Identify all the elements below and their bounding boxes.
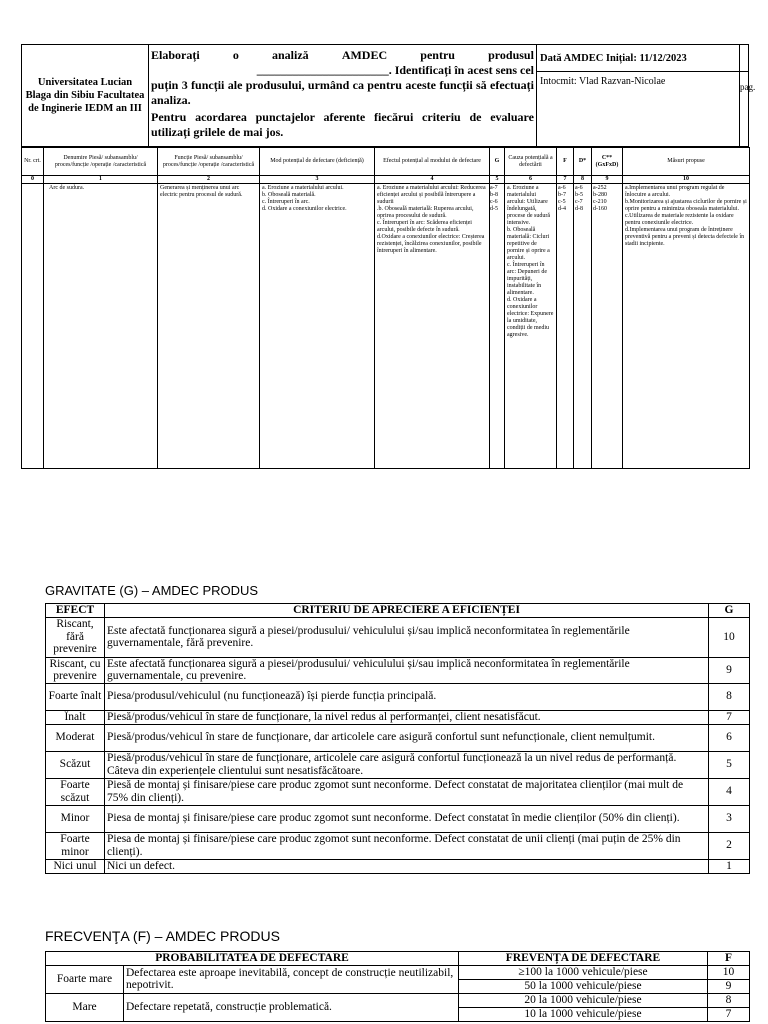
col-header-criteriu: CRITERIU DE APRECIERE A EFICIENȚEI <box>105 604 709 618</box>
gravitate-criteriu-cell: Nici un defect. <box>105 859 709 873</box>
gravitate-efect-cell: Riscant, fără prevenire <box>46 617 105 657</box>
gravitate-row <box>46 710 750 724</box>
column-number: 1 <box>44 176 158 184</box>
frecventa-f-cell: 7 <box>708 1007 750 1021</box>
frecventa-freq-cell: 10 la 1000 vehicule/piese <box>459 1007 708 1021</box>
frecventa-freq-cell: ≥100 la 1000 vehicule/piese <box>459 965 708 979</box>
column-number: 7 <box>557 176 574 184</box>
column-number: 3 <box>260 176 375 184</box>
gravitate-g-cell: 3 <box>709 805 750 832</box>
gravitate-header-row <box>46 604 750 618</box>
gravitate-row <box>46 805 750 832</box>
frecventa-row <box>46 993 750 1007</box>
col-header-functie: Funcție Piesă/ subansamblu/ proces/funcție /operație /caracteristică <box>158 148 260 176</box>
gravitate-g-cell: 10 <box>709 617 750 657</box>
amdec-header-row <box>22 148 750 176</box>
column-number-row <box>22 176 750 184</box>
task-statement <box>149 45 537 146</box>
page-cell <box>740 45 756 146</box>
gravitate-criteriu-cell: Piesa de montaj și finisare/piese care produc zgomot sunt neconforme. Defect constatat în medie clienților (50% din clienți). <box>105 805 709 832</box>
gravitate-efect-cell: Scăzut <box>46 751 105 778</box>
amdec-data-row <box>22 184 750 469</box>
task-line-1 <box>151 48 534 63</box>
cell-denumire: Arc de sudura. <box>44 184 158 469</box>
gravitate-g-cell: 7 <box>709 710 750 724</box>
frecventa-label-cell: Foarte mare <box>46 965 124 993</box>
gravitate-criteriu-cell: Piesă/produs/vehicul în stare de funcționare, articolele care asigură confortul funcționează la un nivel redus de performanță. Câteva din experiențele clientului sunt nesatisfăcătoare. <box>105 751 709 778</box>
gravitate-efect-cell: Moderat <box>46 724 105 751</box>
gravitate-efect-cell: Riscant, cu prevenire <box>46 657 105 683</box>
gravitate-efect-cell: Foarte scăzut <box>46 778 105 805</box>
gravitate-criteriu-cell: Piesă/produs/vehicul în stare de funcționare, dar articolele care asigură confortul sunt nefuncționale, client nemulțumit. <box>105 724 709 751</box>
column-number: 5 <box>490 176 505 184</box>
column-number: 2 <box>158 176 260 184</box>
gravitate-efect-cell: Nici unul <box>46 859 105 873</box>
col-header-g: G <box>490 148 505 176</box>
col-header-efect: Efectul potențial al modului de defectare <box>375 148 490 176</box>
university-name <box>22 45 149 146</box>
gravitate-g-cell: 8 <box>709 683 750 710</box>
column-number: 0 <box>22 176 44 184</box>
gravitate-title: GRAVITATE (G) – AMDEC PRODUS <box>45 583 259 598</box>
gravitate-row <box>46 832 750 859</box>
col-header-f: F <box>557 148 574 176</box>
frecventa-desc-cell: Defectarea este aproape inevitabilă, concept de construcție neutilizabil, nepotrivit. <box>124 965 459 993</box>
task-word: analiză <box>271 48 309 62</box>
document-header <box>21 44 756 147</box>
column-number: 6 <box>505 176 557 184</box>
gravitate-row <box>46 778 750 805</box>
frecventa-desc-cell: Defectare repetată, construcție problematică. <box>124 993 459 1021</box>
gravitate-table <box>45 603 750 874</box>
university-text: Universitatea Lucian Blaga din Sibiu Facultatea de Inginerie IEDM an III <box>25 77 145 114</box>
frecventa-label-cell: Mare <box>46 993 124 1021</box>
gravitate-row <box>46 617 750 657</box>
cell-c: a-252 b-280 c-210 d-160 <box>592 184 623 469</box>
frecventa-header-row <box>46 952 750 966</box>
cell-cauza: a. Eroziune a materialului arcului: Utilizare îndelungată, procese de sudură intensive. b. Oboseală materială: Cicluri repetitive de pornire și oprire a arcului. c. Întreruperi în arc: Depuneri de impurități, instabilitate în alimentare. d. Oxidare a conexiunilor electrice: Expunere la umiditate, condiții de mediu agresive. <box>505 184 557 469</box>
gravitate-criteriu-cell: Piesă/produs/vehicul în stare de funcționare, la nivel redus al performanței, client nesatisfăcut. <box>105 710 709 724</box>
page-label: pag. <box>740 82 756 92</box>
col-header-nr: Nr. crt. <box>22 148 44 176</box>
frecventa-freq-cell: 20 la 1000 vehicule/piese <box>459 993 708 1007</box>
cell-mod: a. Eroziune a materialului arcului. b. Oboseală materială. c. Întreruperi în arc. d. Oxidare a conexiunilor electrice. <box>260 184 375 469</box>
column-number: 10 <box>623 176 750 184</box>
col-header-cauza: Cauza potențială a defectării <box>505 148 557 176</box>
task-word: produsul <box>488 48 534 62</box>
amdec-date: Dată AMDEC Inițial: 11/12/2023 <box>537 45 739 72</box>
gravitate-g-cell: 2 <box>709 832 750 859</box>
gravitate-row <box>46 657 750 683</box>
task-line-4: Pentru acordarea punctajelor aferente fiecărui criteriu de evaluare utilizați grilele de mai jos. <box>151 110 534 139</box>
task-word: o <box>232 48 239 62</box>
amdec-table <box>21 147 750 469</box>
gravitate-criteriu-cell: Este afectată funcționarea sigură a piesei/produsului/ vehiculului și/sau implică neconformitatea în reglementările guvernamentale, fără prevenire. <box>105 617 709 657</box>
gravitate-efect-cell: Foarte minor <box>46 832 105 859</box>
frecventa-f-cell: 10 <box>708 965 750 979</box>
task-word: pentru <box>420 48 455 62</box>
frecventa-table <box>45 951 750 1022</box>
task-line-3: puțin 3 funcții ale produsului, urmând ca pentru aceste funcții să efectuați analiza. <box>151 78 534 107</box>
task-word: AMDEC <box>341 48 388 62</box>
gravitate-row <box>46 724 750 751</box>
task-line-2: ______________________. Identificați în acest sens cel <box>256 63 534 77</box>
gravitate-g-cell: 9 <box>709 657 750 683</box>
gravitate-efect-cell: Foarte înalt <box>46 683 105 710</box>
gravitate-row <box>46 751 750 778</box>
column-number: 9 <box>592 176 623 184</box>
col-header-mod: Mod potențial de defectare (deficiență) <box>260 148 375 176</box>
frecventa-freq-cell: 50 la 1000 vehicule/piese <box>459 979 708 993</box>
cell-f: a-6 b-7 c-5 d-4 <box>557 184 574 469</box>
column-number: 4 <box>375 176 490 184</box>
gravitate-efect-cell: Înalt <box>46 710 105 724</box>
gravitate-criteriu-cell: Este afectată funcționarea sigură a piesei/produsului/ vehiculului și/sau implică neconformitatea în reglementările guvernamentale, cu prevenire. <box>105 657 709 683</box>
task-word: Elaborați <box>151 48 200 62</box>
gravitate-row <box>46 683 750 710</box>
col-header-d: D* <box>574 148 592 176</box>
col-header-denumire: Denumire Piesă/ subansamblu/ proces/funcție /operație /caracteristică <box>44 148 158 176</box>
cell-g: a-7 b-8 c-6 d-5 <box>490 184 505 469</box>
gravitate-criteriu-cell: Piesa/produsul/vehiculul (nu funcționează) își pierde funcția principală. <box>105 683 709 710</box>
col-header-masuri: Măsuri propuse <box>623 148 750 176</box>
cell-d: a-6 b-5 c-7 d-8 <box>574 184 592 469</box>
col-header-c: C** (GxFxD) <box>592 148 623 176</box>
date-author-cell <box>537 45 740 146</box>
frecventa-f-cell: 9 <box>708 979 750 993</box>
cell-functie: Generarea și menținerea unui arc electric pentru procesul de sudură. <box>158 184 260 469</box>
author-name: Intocmit: Vlad Razvan-Nicolae <box>540 76 666 87</box>
col-header-g: G <box>709 604 750 618</box>
gravitate-g-cell: 4 <box>709 778 750 805</box>
gravitate-g-cell: 6 <box>709 724 750 751</box>
cell-masuri: a.Implementarea unui program regulat de înlocuire a arcului. b.Monitorizarea și ajustarea ciclurilor de pornire și oprire pentru a minimiza oboseala materialului. c.Utilizarea de materiale rezistente la oxidare pentru conexiunile electrice. d.Implementarea unui program de întreținere preventivă pentru a preveni și detecta defectele în stadii incipiente. <box>623 184 750 469</box>
frecventa-row <box>46 965 750 979</box>
col-header-f: F <box>708 952 750 966</box>
gravitate-g-cell: 5 <box>709 751 750 778</box>
col-header-efect: EFECT <box>46 604 105 618</box>
gravitate-criteriu-cell: Piesă de montaj și finisare/piese care produc zgomot sunt neconforme. Defect constatat de majoritatea clienților (mai mult de 75% din clienți). <box>105 778 709 805</box>
col-header-frecventa: FREVENȚA DE DEFECTARE <box>459 952 708 966</box>
gravitate-efect-cell: Minor <box>46 805 105 832</box>
frecventa-title: FRECVENŢA (F) – AMDEC PRODUS <box>45 928 280 944</box>
column-number: 8 <box>574 176 592 184</box>
gravitate-g-cell: 1 <box>709 859 750 873</box>
gravitate-criteriu-cell: Piesa de montaj și finisare/piese care produc zgomot sunt neconforme. Defect constatat de unii clienți (mai puțin de 25% din clienți). <box>105 832 709 859</box>
gravitate-row <box>46 859 750 873</box>
col-header-probabilitate: PROBABILITATEA DE DEFECTARE <box>46 952 459 966</box>
cell-efect: a. Eroziune a materialului arcului: Reducerea eficienței arcului și posibilă întrerupere a sudurii .b. Oboseală materială: Ruperea arcului, oprirea procesului de sudură. c. Întreruperi în arc: Scăderea eficienței arcului, posibile defecte în sudură. d.Oxidare a conexiunilor electrice: Creșterea rezistenței, încălzirea conexiunilor, posibile întreruperi în alimentare. <box>375 184 490 469</box>
cell-nr <box>22 184 44 469</box>
frecventa-f-cell: 8 <box>708 993 750 1007</box>
